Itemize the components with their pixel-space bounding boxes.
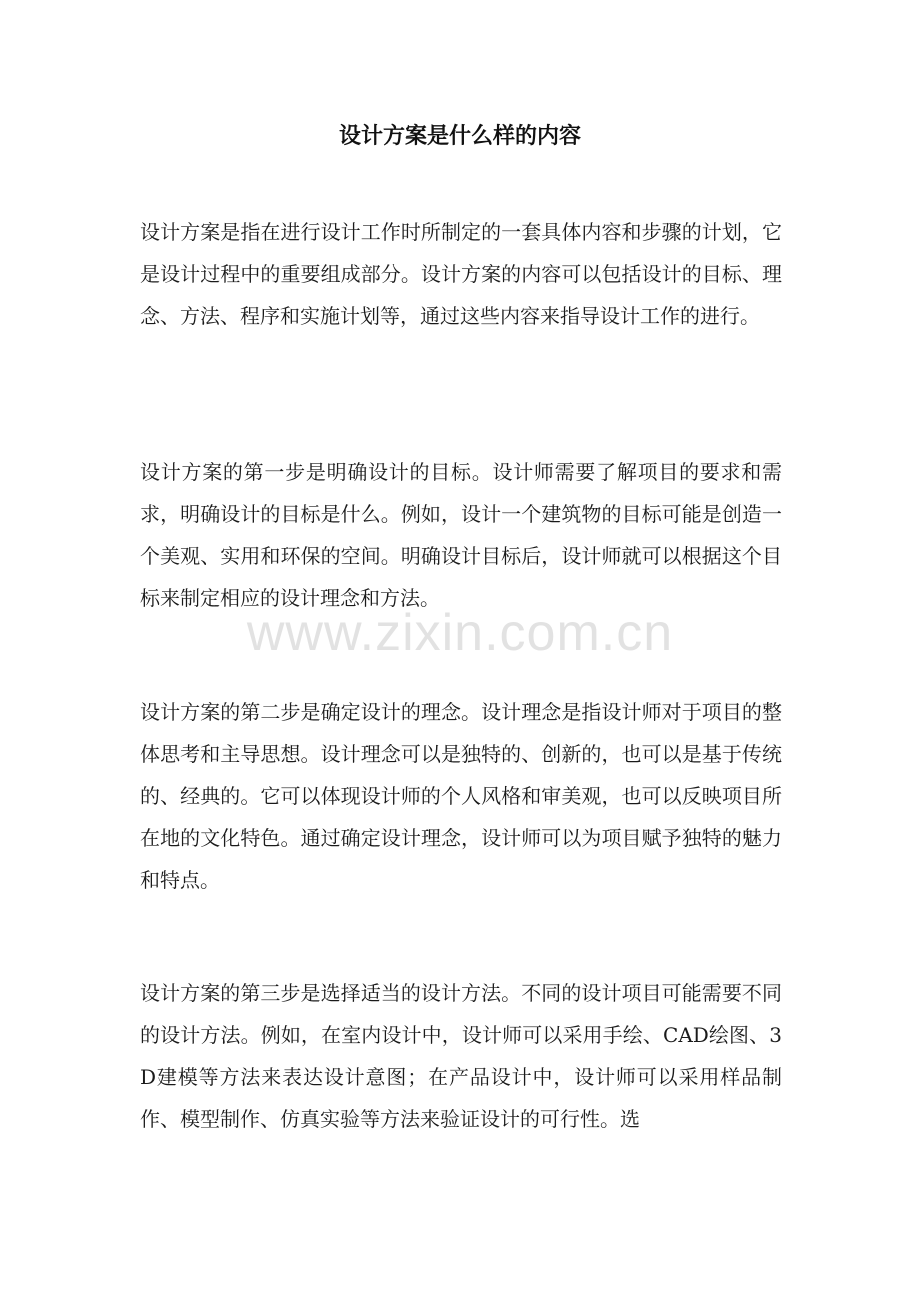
paragraph-intro: 设计方案是指在进行设计工作时所制定的一套具体内容和步骤的计划，它是设计过程中的重要组成部分。设计方案的内容可以包括设计的目标、理念、方法、程序和实施计划等，通过这些内容来指导设计工作的进行。 xyxy=(140,220,782,328)
paragraph-step-one: 设计方案的第一步是明确设计的目标。设计师需要了解项目的要求和需求，明确设计的目标是什么。例如，设计一个建筑物的目标可能是创造一个美观、实用和环保的空间。明确设计目标后，设计师就可以根据这个目标来制定相应的设计理念和方法。 xyxy=(140,460,782,610)
paragraph-step-three: 设计方案的第三步是选择适当的设计方法。不同的设计项目可能需要不同的设计方法。例如，在室内设计中，设计师可以采用手绘、CAD绘图、3D建模等方法来表达设计意图；在产品设计中，设计师可以采用样品制作、模型制作、仿真实验等方法来验证设计的可行性。选 xyxy=(140,981,782,1131)
paragraph-step-two: 设计方案的第二步是确定设计的理念。设计理念是指设计师对于项目的整体思考和主导思想。设计理念可以是独特的、创新的，也可以是基于传统的、经典的。它可以体现设计师的个人风格和审美观，也可以反映项目所在地的文化特色。通过确定设计理念，设计师可以为项目赋予独特的魅力和特点。 xyxy=(140,700,782,892)
document-title: 设计方案是什么样的内容 xyxy=(338,123,581,149)
watermark: www.zixin.com.cn xyxy=(246,604,674,662)
